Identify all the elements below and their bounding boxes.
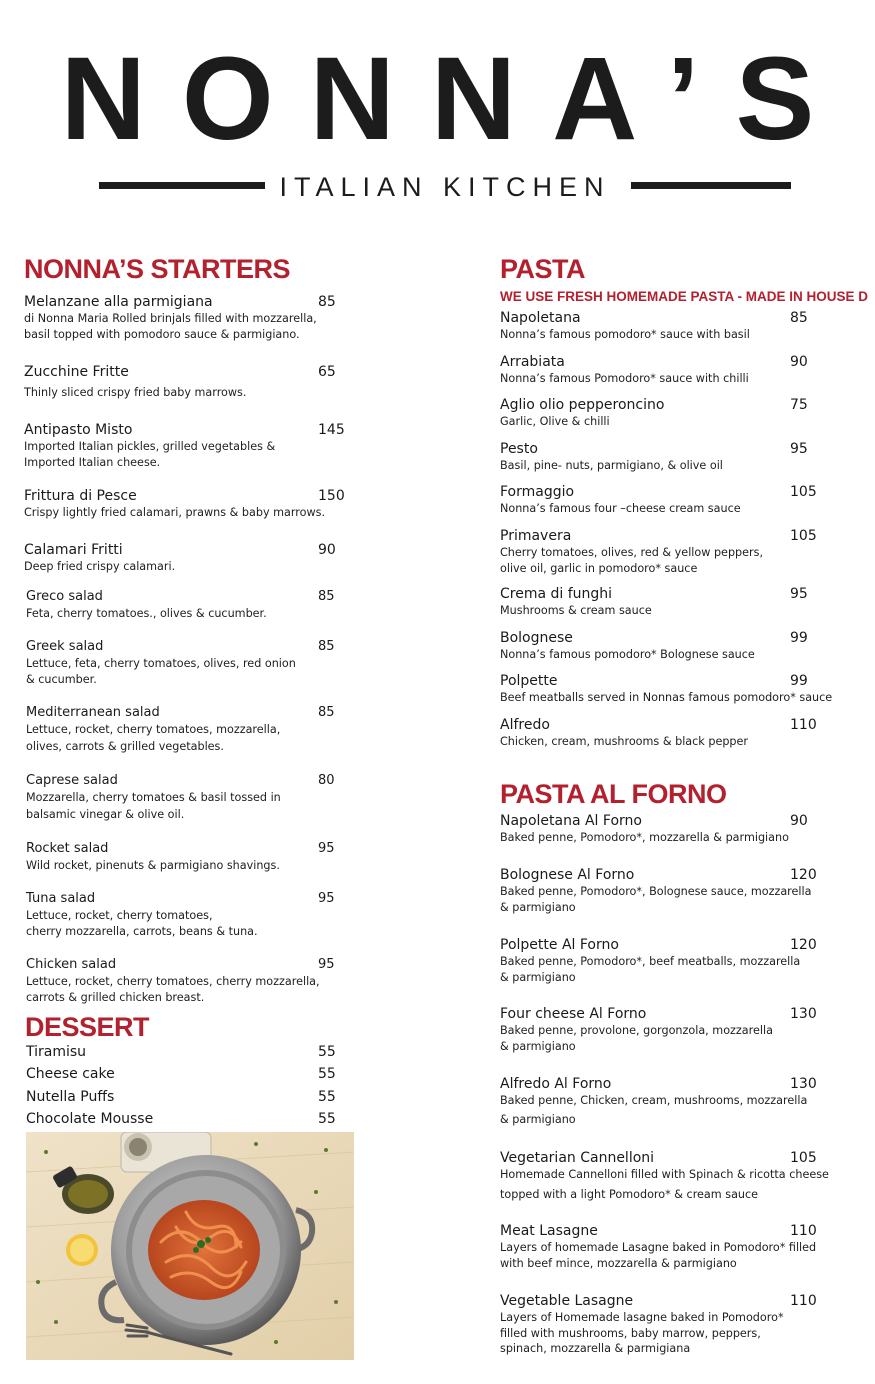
item-name: Napoletana: [500, 310, 581, 326]
dessert-item: [26, 1065, 336, 1083]
menu-item: [500, 396, 808, 430]
item-price: 75: [790, 397, 808, 413]
item-desc: Nonna’s famous Pomodoro* sauce with chilli: [500, 372, 749, 385]
item-name: Antipasto Misto: [24, 422, 133, 438]
item-name: Nutella Puffs: [26, 1089, 115, 1105]
item-desc: & parmigiano: [500, 900, 576, 914]
item-name: Arrabiata: [500, 354, 565, 370]
item-price: 95: [790, 586, 808, 602]
item-desc: basil topped with pomodoro sauce & parmigiano.: [24, 327, 300, 341]
menu-item: [500, 1005, 817, 1054]
item-name: Melanzane alla parmigiana: [24, 294, 213, 310]
item-desc: Baked penne, provolone, gorgonzola, mozzarella: [500, 1024, 773, 1037]
item-desc: Deep fried crispy calamari.: [24, 560, 176, 573]
item-desc: carrots & grilled chicken breast.: [26, 990, 205, 1004]
item-name: Polpette Al Forno: [500, 937, 619, 953]
menu-item: [500, 440, 808, 474]
item-desc: Crispy lightly fried calamari, prawns & baby marrows.: [24, 506, 326, 519]
menu-item: [26, 638, 335, 687]
item-desc: Lettuce, feta, cherry tomatoes, olives, red onion: [26, 657, 296, 670]
item-price: 95: [318, 841, 335, 856]
item-desc: Nonna’s famous four –cheese cream sauce: [500, 502, 741, 515]
item-name: Primavera: [500, 528, 572, 544]
item-price: 55: [318, 1111, 336, 1127]
item-desc: olive oil, garlic in pomodoro* sauce: [500, 561, 698, 575]
menu-item: [500, 1149, 829, 1202]
menu-item: [500, 672, 832, 706]
menu-item: [500, 353, 808, 387]
item-name: Chicken salad: [26, 957, 117, 972]
dessert-item: [26, 1043, 336, 1061]
item-name: Cheese cake: [26, 1066, 115, 1082]
item-name: Pesto: [500, 441, 538, 457]
menu-item: [500, 936, 817, 985]
item-desc: & parmigiano: [500, 1112, 576, 1126]
item-price: 55: [318, 1089, 336, 1105]
menu-item: [26, 772, 335, 822]
item-desc: Homemade Cannelloni filled with Spinach & ricotta cheese: [500, 1168, 829, 1181]
item-price: 130: [790, 1006, 817, 1022]
item-name: Vegetarian Cannelloni: [500, 1150, 655, 1166]
item-price: 99: [790, 673, 808, 689]
item-desc: cherry mozzarella, carrots, beans & tuna.: [26, 924, 258, 938]
menu-item: [500, 1075, 817, 1127]
item-desc: filled with mushrooms, baby marrow, peppers,: [500, 1326, 761, 1340]
item-desc: & cucumber.: [26, 672, 97, 686]
item-name: Vegetable Lasagne: [500, 1293, 634, 1309]
item-price: 85: [318, 589, 335, 604]
menu-item: [26, 956, 335, 1005]
item-desc: Lettuce, rocket, cherry tomatoes, cherry mozzarella,: [26, 975, 320, 988]
menu-item: [24, 363, 336, 401]
item-name: Bolognese: [500, 630, 573, 646]
dessert-title: DESSERT: [25, 1012, 150, 1042]
menu-item: [500, 1292, 817, 1357]
item-price: 110: [790, 1223, 817, 1239]
item-name: Mediterranean salad: [26, 705, 160, 720]
menu-item: [24, 541, 336, 575]
menu-item: [500, 527, 817, 576]
menu-item: [500, 866, 817, 915]
item-name: Bolognese Al Forno: [500, 867, 635, 883]
menu-item: [26, 890, 335, 939]
menu-item: [500, 1222, 816, 1271]
item-desc: Baked penne, Chicken, cream, mushrooms, mozzarella: [500, 1094, 808, 1107]
item-desc: Baked penne, Pomodoro*, beef meatballs, mozzarella: [500, 955, 801, 968]
item-price: 150: [318, 488, 345, 504]
item-price: 90: [790, 813, 808, 829]
item-desc: Layers of Homemade lasagne baked in Pomodoro*: [500, 1311, 784, 1324]
item-price: 130: [790, 1076, 817, 1092]
item-desc: Baked penne, Pomodoro*, mozzarella & parmigiano: [500, 831, 789, 844]
divider-right: [631, 182, 791, 189]
item-name: Caprese salad: [26, 773, 118, 788]
item-name: Meat Lasagne: [500, 1223, 598, 1239]
menu-item: [26, 588, 335, 622]
item-price: 105: [790, 528, 817, 544]
item-price: 85: [318, 705, 335, 720]
item-desc: Lettuce, rocket, cherry tomatoes, mozzarella,: [26, 723, 281, 736]
item-desc: Garlic, Olive & chilli: [500, 415, 610, 428]
item-name: Chocolate Mousse: [26, 1111, 154, 1127]
menu-item: [500, 309, 808, 343]
menu-item: [26, 704, 335, 754]
menu-item: [500, 716, 817, 750]
item-desc: balsamic vinegar & olive oil.: [26, 807, 185, 821]
item-desc: Cherry tomatoes, olives, red & yellow peppers,: [500, 546, 764, 559]
item-price: 95: [790, 441, 808, 457]
item-desc: Beef meatballs served in Nonnas famous pomodoro* sauce: [500, 691, 833, 704]
item-desc: Layers of homemade Lasagne baked in Pomodoro* filled: [500, 1241, 817, 1254]
item-name: Crema di funghi: [500, 586, 613, 602]
item-price: 105: [790, 1150, 817, 1166]
item-desc: Nonna’s famous pomodoro* Bolognese sauce: [500, 648, 755, 661]
item-desc: Chicken, cream, mushrooms & black pepper: [500, 735, 749, 748]
item-price: 55: [318, 1066, 336, 1082]
item-price: 105: [790, 484, 817, 500]
restaurant-subtitle: ITALIAN KITCHEN: [279, 172, 611, 202]
item-desc: & parmigiano: [500, 970, 576, 984]
item-desc: spinach, mozzarella & parmigiana: [500, 1342, 691, 1355]
item-name: Polpette: [500, 673, 558, 689]
item-desc: Mozzarella, cherry tomatoes & basil tossed in: [26, 791, 281, 804]
item-price: 65: [318, 364, 336, 380]
item-price: 95: [318, 957, 335, 972]
pasta-title: PASTA: [500, 254, 585, 284]
menu-item: [500, 585, 808, 619]
subtitle-row: [99, 170, 791, 204]
item-name: Aglio olio pepperoncino: [500, 397, 665, 413]
dessert-item: [26, 1088, 336, 1106]
item-name: Tuna salad: [26, 891, 96, 906]
item-desc: di Nonna Maria Rolled brinjals filled with mozzarella,: [24, 312, 317, 325]
item-name: Greco salad: [26, 589, 103, 604]
item-name: Rocket salad: [26, 841, 109, 856]
item-price: 145: [318, 422, 345, 438]
pasta-note: WE USE FRESH HOMEMADE PASTA - MADE IN HOUSE D: [500, 289, 869, 304]
item-price: 55: [318, 1044, 336, 1060]
item-price: 85: [318, 639, 335, 654]
item-desc: olives, carrots & grilled vegetables.: [26, 739, 224, 753]
menu-item: [24, 487, 345, 521]
item-desc: with beef mince, mozzarella & parmigiano: [500, 1256, 737, 1270]
item-name: Calamari Fritti: [24, 542, 123, 558]
item-name: Zucchine Fritte: [24, 364, 129, 380]
item-desc: Basil, pine- nuts, parmigiano, & olive oil: [500, 459, 723, 472]
item-name: Four cheese Al Forno: [500, 1006, 647, 1022]
menu-item: [500, 812, 808, 846]
item-desc: Imported Italian pickles, grilled vegetables &: [24, 440, 276, 453]
pasta-dish-illustration: [26, 1132, 354, 1360]
item-name: Frittura di Pesce: [24, 488, 137, 504]
forno-title: PASTA AL FORNO: [500, 779, 727, 809]
restaurant-name: NONNA’S: [60, 33, 851, 165]
item-price: 99: [790, 630, 808, 646]
item-price: 85: [318, 294, 336, 310]
item-desc: Mushrooms & cream sauce: [500, 604, 652, 617]
item-name: Alfredo Al Forno: [500, 1076, 612, 1092]
item-price: 110: [790, 1293, 817, 1309]
item-price: 90: [318, 542, 336, 558]
item-desc: Feta, cherry tomatoes., olives & cucumber.: [26, 607, 267, 620]
item-price: 110: [790, 717, 817, 733]
item-price: 80: [318, 773, 335, 788]
menu-item: [24, 293, 336, 342]
item-desc: Nonna’s famous pomodoro* sauce with basil: [500, 328, 750, 341]
item-name: Alfredo: [500, 717, 550, 733]
starters-title: NONNA’S STARTERS: [24, 254, 291, 284]
item-desc: Wild rocket, pinenuts & parmigiano shavings.: [26, 859, 280, 872]
item-price: 85: [790, 310, 808, 326]
item-desc: Imported Italian cheese.: [24, 455, 161, 469]
menu-item: [24, 421, 345, 470]
pasta-dish-photo: [26, 1132, 354, 1360]
menu-item: [26, 840, 335, 874]
item-price: 90: [790, 354, 808, 370]
menu-item: [500, 483, 817, 517]
item-price: 95: [318, 891, 335, 906]
item-name: Formaggio: [500, 484, 575, 500]
dessert-item: [26, 1110, 336, 1128]
item-price: 120: [790, 867, 817, 883]
item-desc: & parmigiano: [500, 1039, 576, 1053]
item-desc: topped with a light Pomodoro* & cream sauce: [500, 1187, 759, 1201]
menu-item: [500, 629, 808, 663]
item-name: Tiramisu: [26, 1044, 87, 1060]
item-desc: Baked penne, Pomodoro*, Bolognese sauce, mozzarella: [500, 885, 812, 898]
item-desc: Thinly sliced crispy fried baby marrows.: [24, 386, 247, 399]
item-name: Napoletana Al Forno: [500, 813, 642, 829]
item-price: 120: [790, 937, 817, 953]
item-desc: Lettuce, rocket, cherry tomatoes,: [26, 909, 213, 922]
item-name: Greek salad: [26, 639, 104, 654]
